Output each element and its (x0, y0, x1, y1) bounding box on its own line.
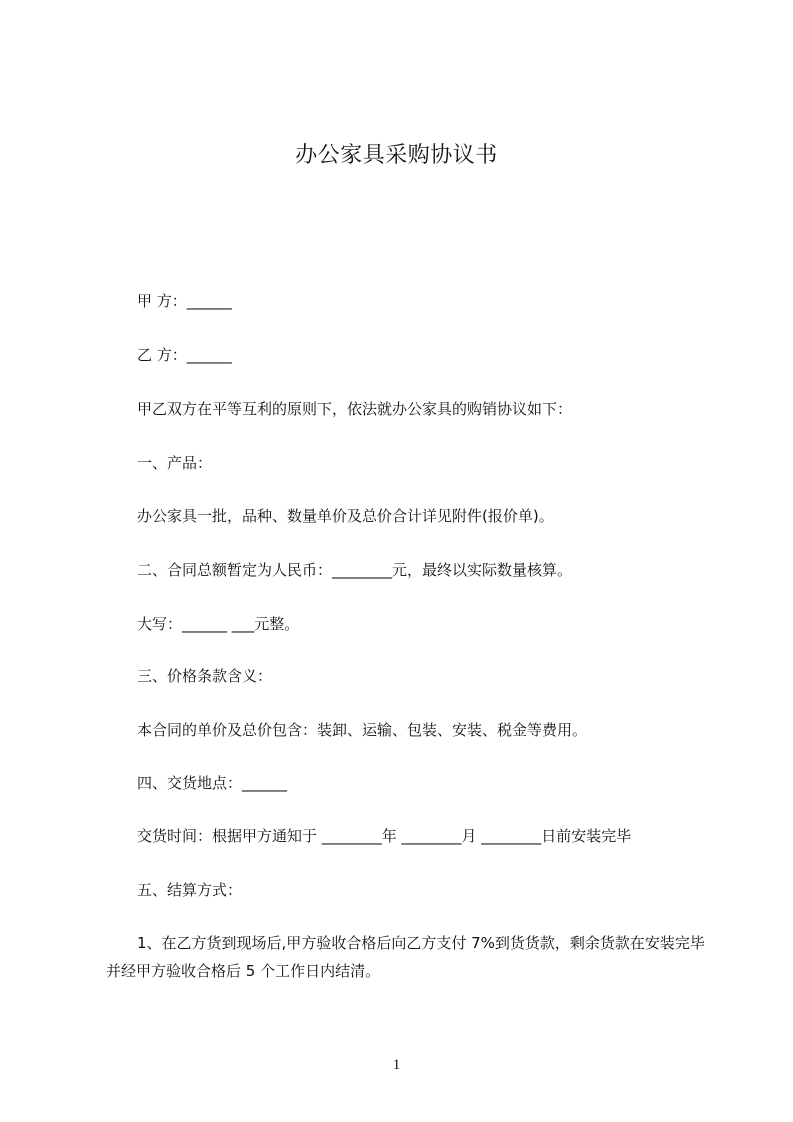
section5-item1: 1、在乙方货到现场后,甲方验收合格后向乙方支付 7%到货货款，剩余货款在安装完毕并经甲方验收合格后 5 个工作日内结清。 (106, 934, 705, 980)
section3-body: 本合同的单价及总价包含：装卸、运输、包装、安装、税金等费用。 (137, 721, 588, 739)
party-a-line: 甲 方：______ (137, 292, 232, 310)
intro-paragraph: 甲乙双方在平等互利的原则下，依法就办公家具的购销协议如下： (137, 400, 573, 418)
section4-line: 四、交货地点：______ (137, 774, 288, 792)
section2-line: 二、合同总额暂定为人民币：________元，最终以实际数量核算。 (137, 561, 573, 579)
section3-heading: 三、价格条款含义： (137, 667, 273, 685)
section1-body: 办公家具一批，品种、数量单价及总价合计详见附件(报价单)。 (137, 507, 554, 525)
party-b-line: 乙 方：______ (137, 346, 232, 364)
amount-in-words-line: 大写：______ ___元整。 (137, 615, 300, 633)
delivery-time-line: 交货时间：根据甲方通知于 ________年 ________月 ________日前安装完毕 (137, 827, 632, 845)
page-number: 1 (392, 1057, 401, 1073)
document-title: 办公家具采购协议书 (295, 143, 498, 168)
section1-heading: 一、产品： (137, 454, 213, 472)
section5-heading: 五、结算方式： (137, 881, 243, 899)
